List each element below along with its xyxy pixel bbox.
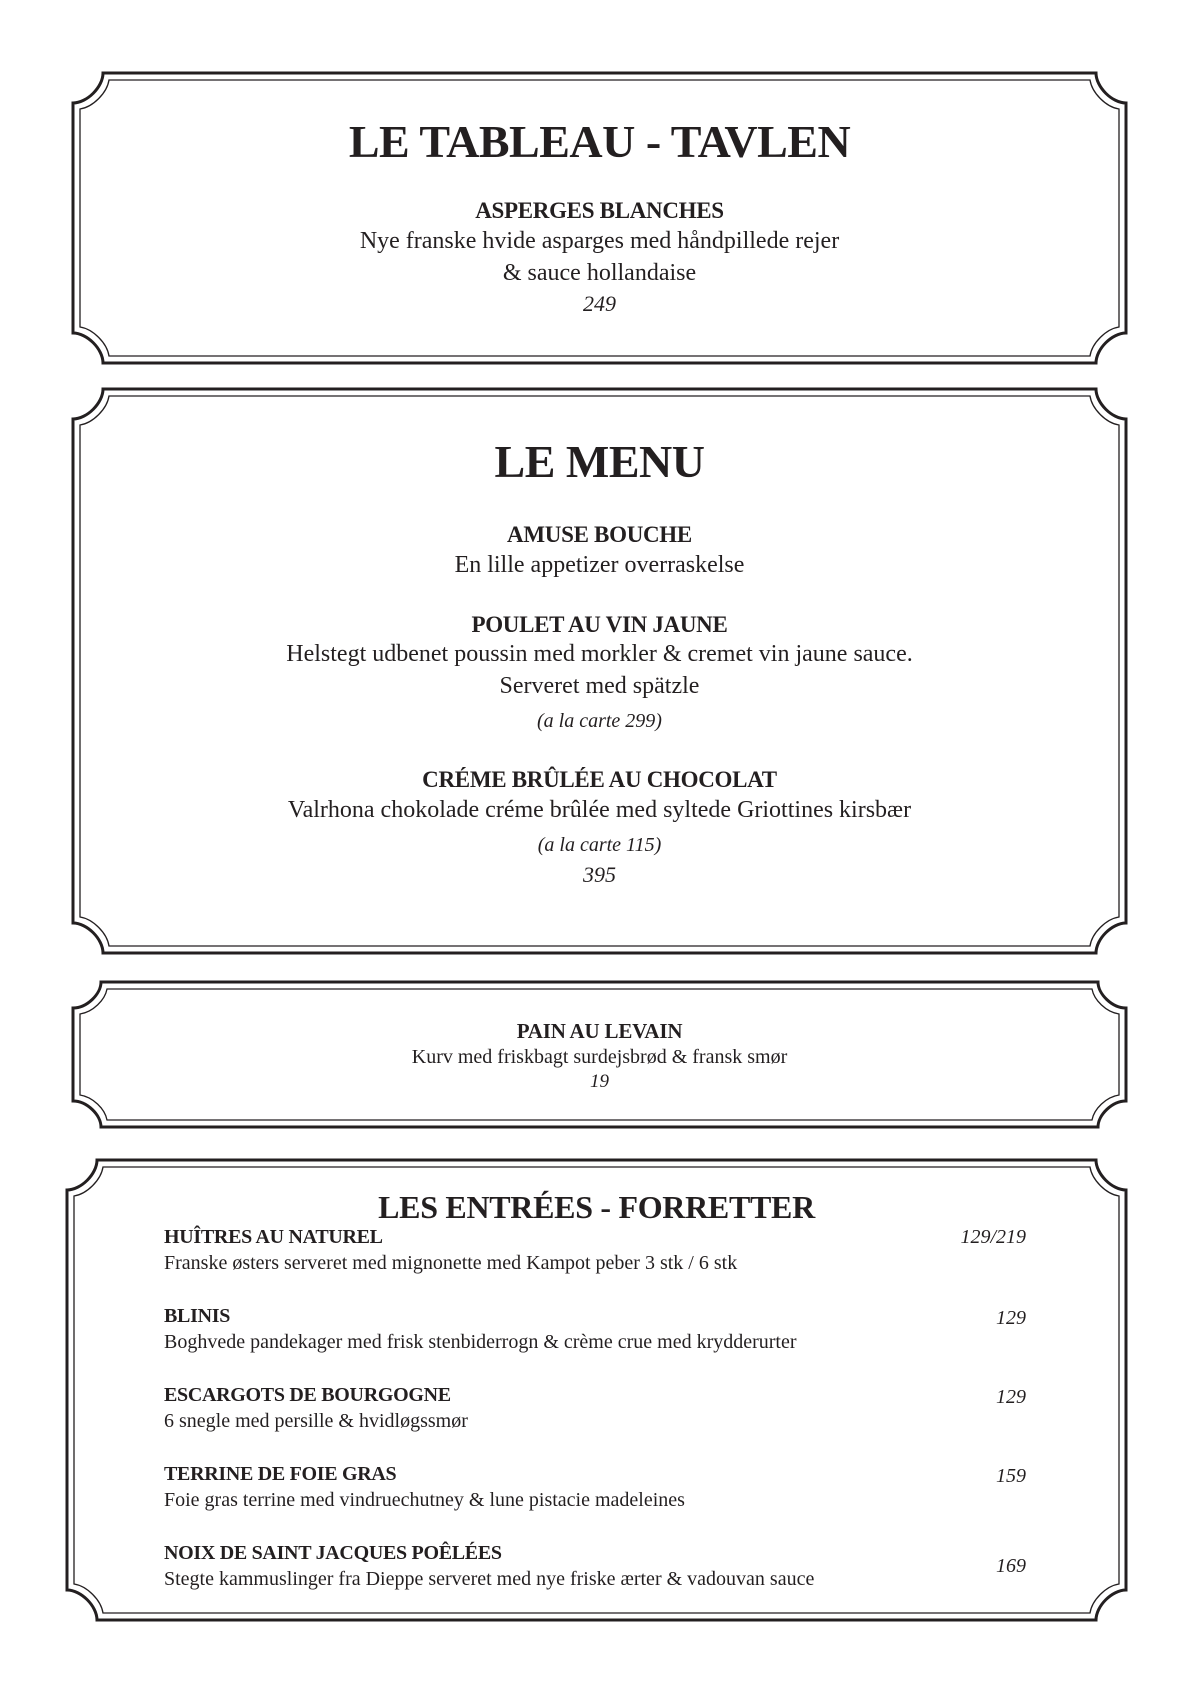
entree-desc: Foie gras terrine med vindruechutney & lune pistacie madeleines [164,1489,685,1511]
entree-name: HUÎTRES AU NATUREL [164,1226,383,1248]
course-name: CRÉME BRÛLÉE AU CHOCOLAT [422,767,777,793]
entree-desc: Boghvede pandekager med frisk stenbiderrogn & crème crue med krydderurter [164,1331,797,1353]
bread-name: PAIN AU LEVAIN [516,1019,683,1043]
tableau-item-name: ASPERGES BLANCHES [475,198,724,223]
course-note: (a la carte 115) [537,833,662,856]
entree-desc: Stegte kammuslinger fra Dieppe serveret med nye friske ærter & vadouvan sauce [164,1568,815,1590]
list-item [164,1303,1026,1355]
entree-name: BLINIS [164,1305,231,1327]
course-name: POULET AU VIN JAUNE [471,611,728,637]
tableau-item-price: 249 [583,290,616,316]
menu-panel [73,389,1126,953]
course-name: AMUSE BOUCHE [507,522,692,547]
bread-desc: Kurv med friskbagt surdejsbrød & fransk smør [411,1046,788,1068]
entree-price: 159 [996,1465,1026,1487]
menu-title: LE MENU [494,436,705,487]
entree-price: 129 [996,1386,1026,1408]
list-item [164,1382,1026,1434]
list-item [164,1461,1026,1513]
tableau-title: LE TABLEAU - TAVLEN [348,116,851,167]
tableau-item-desc-2: & sauce hollandaise [502,259,697,286]
tableau-item-desc-1: Nye franske hvide asparges med håndpillede rejer [359,227,840,254]
bread-price: 19 [590,1071,609,1092]
entree-desc: 6 snegle med persille & hvidløgssmør [164,1410,468,1432]
course-desc: Helstegt udbenet poussin med morkler & cremet vin jaune sauce. [286,641,913,668]
list-item [164,1224,1026,1276]
bread-panel [73,982,1126,1127]
entree-name: TERRINE DE FOIE GRAS [164,1463,397,1485]
entree-name: ESCARGOTS DE BOURGOGNE [164,1384,451,1406]
tableau-panel [73,73,1126,363]
entree-price: 129 [996,1307,1026,1329]
list-item [164,1540,1026,1592]
entree-desc: Franske østers serveret med mignonette med Kampot peber 3 stk / 6 stk [164,1252,738,1274]
entrees-panel [67,1160,1126,1620]
entrees-title: LES ENTRÉES - FORRETTER [378,1189,815,1225]
course-note: (a la carte 299) [537,710,662,733]
course-desc: En lille appetizer overraskelse [454,551,745,578]
menu-price: 395 [583,861,616,887]
course-desc: Serveret med spätzle [499,673,700,700]
entree-name: NOIX DE SAINT JACQUES POÊLÉES [164,1542,502,1564]
entree-price: 129/219 [960,1226,1026,1248]
course-desc: Valrhona chokolade créme brûlée med syltede Griottines kirsbær [287,796,912,823]
entree-price: 169 [996,1555,1026,1577]
